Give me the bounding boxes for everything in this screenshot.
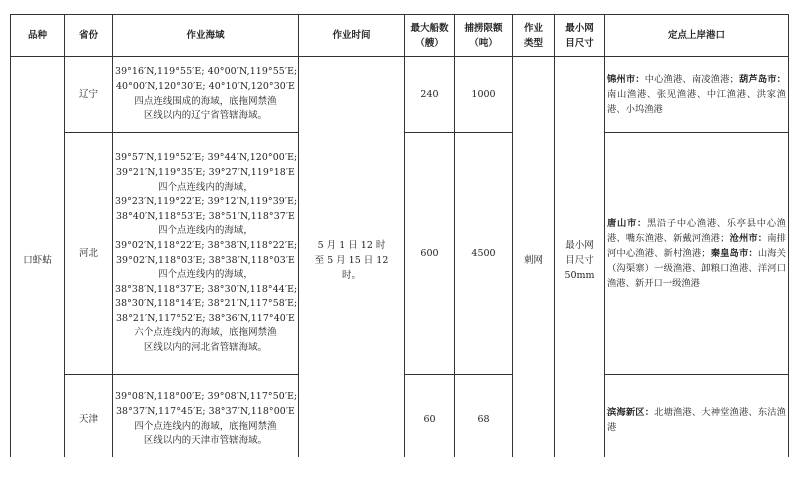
work-time-line: 时。	[341, 270, 361, 281]
max-boats-cell: 240	[405, 57, 455, 133]
header-landing-ports: 定点上岸港口	[605, 15, 789, 57]
port-city: 葫芦岛市：	[738, 74, 786, 85]
header-mesh-line1: 最小网	[565, 22, 594, 34]
port-list: 南山渔港、张见渔港、中江渔港、洪家渔港、小坞渔港	[607, 89, 786, 115]
header-work-type-line2: 类型	[523, 37, 543, 49]
port-list: 南排河中心渔港、新村渔港；	[607, 233, 786, 259]
sea-line: 四个点连线内的海域，	[158, 269, 253, 281]
mesh-line: 最小网	[565, 240, 594, 251]
table-row-liaoning	[11, 57, 789, 133]
port-city: 沧州市：	[729, 233, 768, 244]
province-cell: 辽宁	[65, 57, 113, 133]
sea-line: 38°37′N,117°45′E; 38°37′N,118°00′E	[115, 405, 296, 417]
header-catch-limit-unit: （吨）	[469, 37, 498, 49]
work-type-cell: 刺网	[513, 57, 555, 465]
mesh-size-cell	[555, 57, 605, 465]
port-city: 唐山市：	[607, 218, 647, 229]
sea-line: 39°02′N,118°22′E; 38°38′N,118°22′E;	[115, 239, 298, 251]
header-sea-area: 作业海域	[113, 15, 299, 57]
sea-line: 38°38′N,118°37′E; 38°30′N,118°44′E;	[115, 283, 298, 295]
sea-line: 39°23′N,119°22′E; 39°12′N,119°39′E;	[115, 196, 298, 208]
sea-line: 区线以内的天津市管辖海域。	[143, 435, 268, 447]
sea-line: 六个点连线内的海域，底拖网禁渔	[134, 327, 277, 339]
port-city: 滨海新区：	[607, 406, 655, 418]
fishing-quota-table	[10, 14, 789, 465]
header-mesh-size	[555, 15, 605, 57]
port-list: 山海关（沟渠寨）一级渔港、卸粮口渔港、洋河口渔港、新开口一级渔港	[607, 248, 786, 289]
table-header-row	[11, 15, 789, 57]
sea-line: 区线以内的辽宁省管辖海域。	[143, 110, 268, 122]
header-province: 省份	[65, 15, 113, 57]
catch-limit-cell: 68	[455, 375, 513, 465]
header-mesh-line2: 目尺寸	[565, 37, 594, 49]
header-max-boats-unit: （艘）	[415, 37, 444, 49]
sea-line: 四个点连线内的海域，底拖网禁渔	[134, 420, 277, 432]
sea-line: 39°57′N,119°52′E; 39°44′N,120°00′E;	[115, 152, 298, 164]
header-work-type-line1: 作业	[523, 22, 543, 34]
mesh-line: 目尺寸	[565, 255, 594, 266]
landing-ports-cell	[605, 133, 789, 375]
header-max-boats-line: 最大船数	[410, 22, 449, 34]
sea-line: 四个点连线内的海域，	[158, 225, 253, 237]
port-list: 北塘渔港、大神堂渔港、东沽渔港	[607, 406, 786, 433]
header-max-boats	[405, 15, 455, 57]
sea-line: 39°16′N,119°55′E; 40°00′N,119°55′E;	[115, 66, 298, 78]
landing-ports-cell	[605, 57, 789, 133]
port-city: 秦皇岛市：	[710, 248, 758, 259]
port-entry	[607, 405, 786, 435]
port-entry	[607, 72, 786, 117]
sea-line: 区线以内的河北省管辖海域。	[143, 342, 268, 354]
port-list: 黑沿子中心渔港、乐亭县中心渔港、嘴东渔港、新戴河渔港；	[607, 218, 786, 244]
header-catch-limit-line: 捕捞限额	[464, 22, 503, 34]
sea-area-cell	[113, 133, 299, 375]
sea-area-cell	[113, 57, 299, 133]
sea-line: 38°30′N,118°14′E; 38°21′N,117°58′E;	[115, 298, 298, 310]
header-work-time: 作业时间	[299, 15, 405, 57]
catch-limit-cell: 1000	[455, 57, 513, 133]
mesh-line: 50mm	[564, 270, 595, 281]
header-work-type	[513, 15, 555, 57]
work-time-line: 至 5 月 15 日 12	[314, 255, 389, 266]
sea-line: 39°02′N,118°03′E; 38°38′N,118°03′E	[115, 254, 296, 266]
port-city: 锦州市：	[607, 74, 645, 85]
province-cell: 河北	[65, 133, 113, 375]
page-bottom-crop	[0, 457, 798, 478]
species-cell: 口虾蛄	[11, 57, 65, 465]
port-entry	[607, 216, 786, 291]
sea-line: 38°40′N,118°53′E; 38°51′N,118°37′E	[115, 210, 296, 222]
port-list: 中心渔港、南凌渔港；	[644, 74, 739, 85]
sea-line: 四点连线围成的海域，底拖网禁渔	[134, 95, 277, 107]
sea-line: 四个点连线内的海域，	[158, 181, 253, 193]
catch-limit-cell: 4500	[455, 133, 513, 375]
work-time-cell	[299, 57, 405, 465]
sea-line: 40°00′N,120°30′E; 40°10′N,120°30′E	[115, 80, 296, 92]
header-species: 品种	[11, 15, 65, 57]
landing-ports-cell	[605, 375, 789, 465]
sea-line: 39°08′N,118°00′E; 39°08′N,117°50′E;	[115, 391, 298, 403]
sea-area-cell	[113, 375, 299, 465]
sea-line: 38°21′N,117°52′E; 38°36′N,117°40′E	[115, 312, 296, 324]
max-boats-cell: 60	[405, 375, 455, 465]
header-catch-limit	[455, 15, 513, 57]
province-cell: 天津	[65, 375, 113, 465]
sea-line: 39°21′N,119°35′E; 39°27′N,119°18′E	[115, 166, 296, 178]
max-boats-cell: 600	[405, 133, 455, 375]
work-time-line: 5 月 1 日 12 时	[317, 240, 386, 251]
